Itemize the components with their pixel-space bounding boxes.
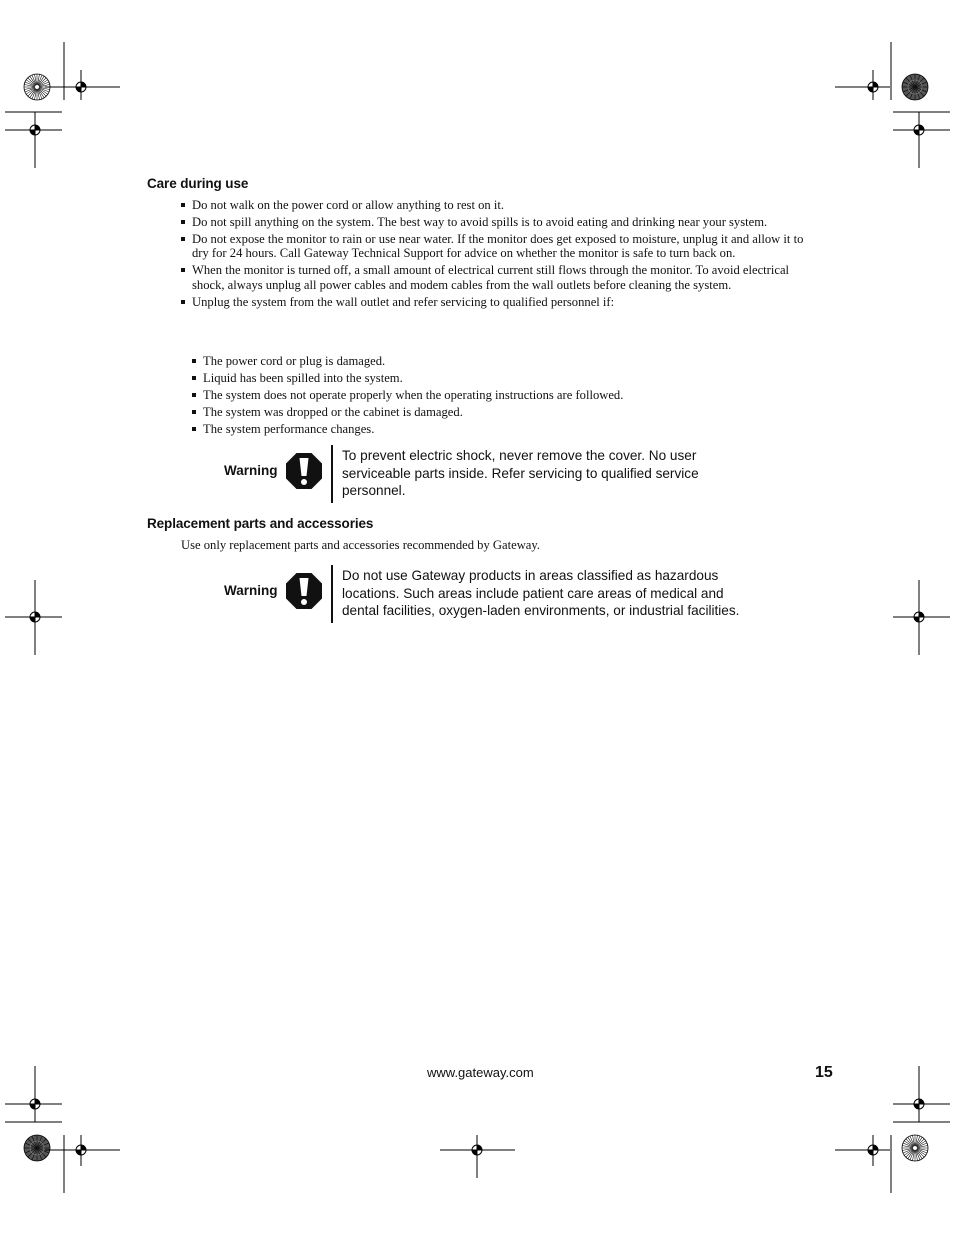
list-item: The system performance changes. [203, 422, 803, 436]
warning-label: Warning [224, 463, 278, 478]
warning-text: To prevent electric shock, never remove the cover. No user serviceable parts inside. Refer servicing to qualified service personnel. [342, 448, 699, 498]
section-heading-care: Care during use [147, 176, 249, 191]
list-item: The system does not operate properly when the operating instructions are followed. [203, 388, 803, 402]
list-item: Do not expose the monitor to rain or use near water. If the monitor does get exposed to moisture, unplug it and allow it to dry for 24 hours. Call Gateway Technical Support for advice on whether the monitor is safe to turn back on. [192, 232, 822, 261]
section-heading-replacement: Replacement parts and accessories [147, 516, 374, 531]
care-bullet-list [192, 198, 822, 312]
warning-icon [286, 453, 322, 489]
list-item: The power cord or plug is damaged. [203, 354, 803, 368]
replacement-paragraph: Use only replacement parts and accessories recommended by Gateway. [181, 538, 541, 552]
page-number: 15 [815, 1064, 833, 1081]
list-item: Do not spill anything on the system. The best way to avoid spills is to avoid eating and drinking near your system. [192, 215, 822, 229]
footer-url: www.gateway.com [427, 1065, 534, 1080]
warning-icon [286, 573, 322, 609]
list-item: Liquid has been spilled into the system. [203, 371, 803, 385]
warning-label: Warning [224, 583, 278, 598]
list-item: When the monitor is turned off, a small amount of electrical current still flows through the monitor. To avoid electrical shock, always unplug all power cables and modem cables from the wall outlets before cleaning the system. [192, 263, 822, 292]
list-item: The system was dropped or the cabinet is damaged. [203, 405, 803, 419]
list-item: Do not walk on the power cord or allow anything to rest on it. [192, 198, 822, 212]
warning-divider [331, 565, 333, 623]
warning-divider [331, 445, 333, 503]
warning-text: Do not use Gateway products in areas classified as hazardous locations. Such areas include patient care areas of medical and dental facilities, oxygen-laden environments, or industrial facilities. [342, 568, 740, 618]
care-sub-bullet-list [203, 354, 803, 439]
list-item: Unplug the system from the wall outlet and refer servicing to qualified personnel if: [192, 295, 822, 309]
